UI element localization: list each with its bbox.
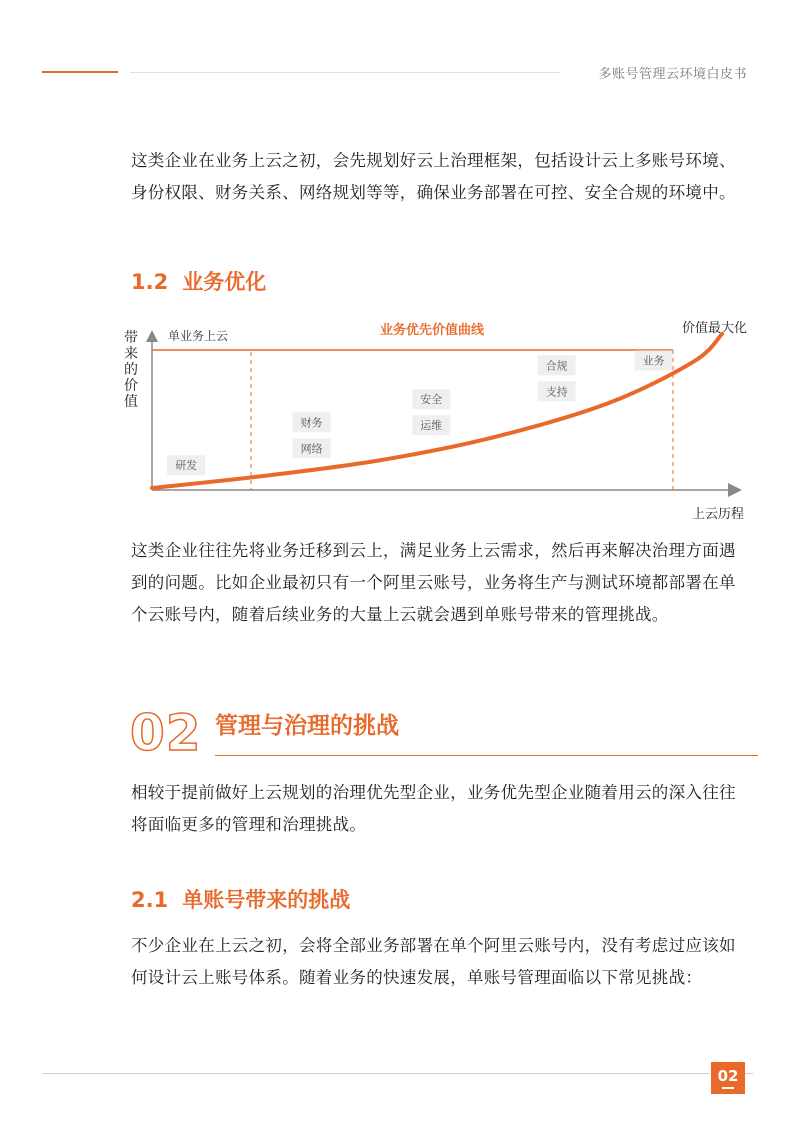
value-curve-chart bbox=[0, 310, 793, 525]
left-region-label: 单业务上云 bbox=[168, 329, 229, 343]
stage-tag-label: 安全 bbox=[420, 393, 443, 407]
chapter-underline bbox=[215, 755, 758, 756]
stage-tag-label: 财务 bbox=[300, 416, 323, 430]
paragraph-business-first: 这类企业往往先将业务迁移到云上，满足业务上云需求，然后再来解决治理方面遇到的问题。比如企业最初只有一个阿里云账号，业务将生产与测试环境都部署在单个云账号内，随着后续业务的大量上云就会遇到单账号带来的管理挑战。 bbox=[131, 541, 736, 624]
page-number-underline bbox=[722, 1087, 734, 1089]
section-number: 2.1 bbox=[131, 888, 169, 912]
stage-tags bbox=[167, 351, 672, 476]
paragraph-single-account: 不少企业在上云之初，会将全部业务部署在单个阿里云账号内，没有考虑过应该如何设计云上账号体系。随着业务的快速发展，单账号管理面临以下常见挑战： bbox=[131, 936, 736, 987]
stage-tag-label: 研发 bbox=[175, 459, 198, 473]
footer-divider bbox=[42, 1073, 710, 1074]
footer-divider-tail bbox=[745, 1073, 753, 1074]
paragraph-challenges-intro: 相较于提前做好上云规划的治理优先型企业，业务优先型企业随着用云的深入往往将面临更多的管理和治理挑战。 bbox=[131, 783, 736, 834]
y-axis-label-char: 的 bbox=[124, 362, 138, 378]
header-accent-bar bbox=[42, 71, 118, 73]
stage-tag-label: 合规 bbox=[545, 359, 568, 373]
y-axis-label-char: 来 bbox=[124, 346, 138, 362]
stage-tag-label: 运维 bbox=[420, 419, 443, 433]
section-title: 业务优化 bbox=[182, 270, 267, 294]
stage-tag-label: 业务 bbox=[642, 354, 665, 368]
header-divider bbox=[130, 72, 560, 73]
section-title: 单账号带来的挑战 bbox=[182, 888, 351, 912]
y-axis-label-char: 带 bbox=[124, 330, 138, 346]
chapter-title: 管理与治理的挑战 bbox=[215, 713, 399, 739]
chart-title: 业务优先价值曲线 bbox=[379, 323, 485, 338]
section-heading-2-1 bbox=[131, 884, 350, 914]
y-axis-label-char: 值 bbox=[124, 394, 138, 410]
section-heading-1-2 bbox=[131, 266, 266, 296]
page-number-badge bbox=[711, 1062, 745, 1094]
section-number: 1.2 bbox=[131, 270, 169, 294]
document-title: 多账号管理云环境白皮书 bbox=[598, 67, 747, 82]
chapter-number: 02 bbox=[130, 704, 202, 762]
y-axis-label bbox=[124, 329, 138, 410]
end-label: 价值最大化 bbox=[682, 321, 748, 336]
y-axis-label-char: 价 bbox=[124, 378, 138, 394]
x-axis-arrow-icon bbox=[728, 483, 742, 497]
paragraph-governance-first: 这类企业在业务上云之初，会先规划好云上治理框架，包括设计云上多账号环境、身份权限、财务关系、网络规划等等，确保业务部署在可控、安全合规的环境中。 bbox=[131, 151, 736, 202]
stage-tag-label: 支持 bbox=[545, 385, 568, 399]
page-number: 02 bbox=[717, 1067, 739, 1085]
stage-tag-label: 网络 bbox=[300, 442, 323, 456]
x-axis-label: 上云历程 bbox=[691, 507, 744, 522]
y-axis-arrow-icon bbox=[146, 330, 158, 342]
